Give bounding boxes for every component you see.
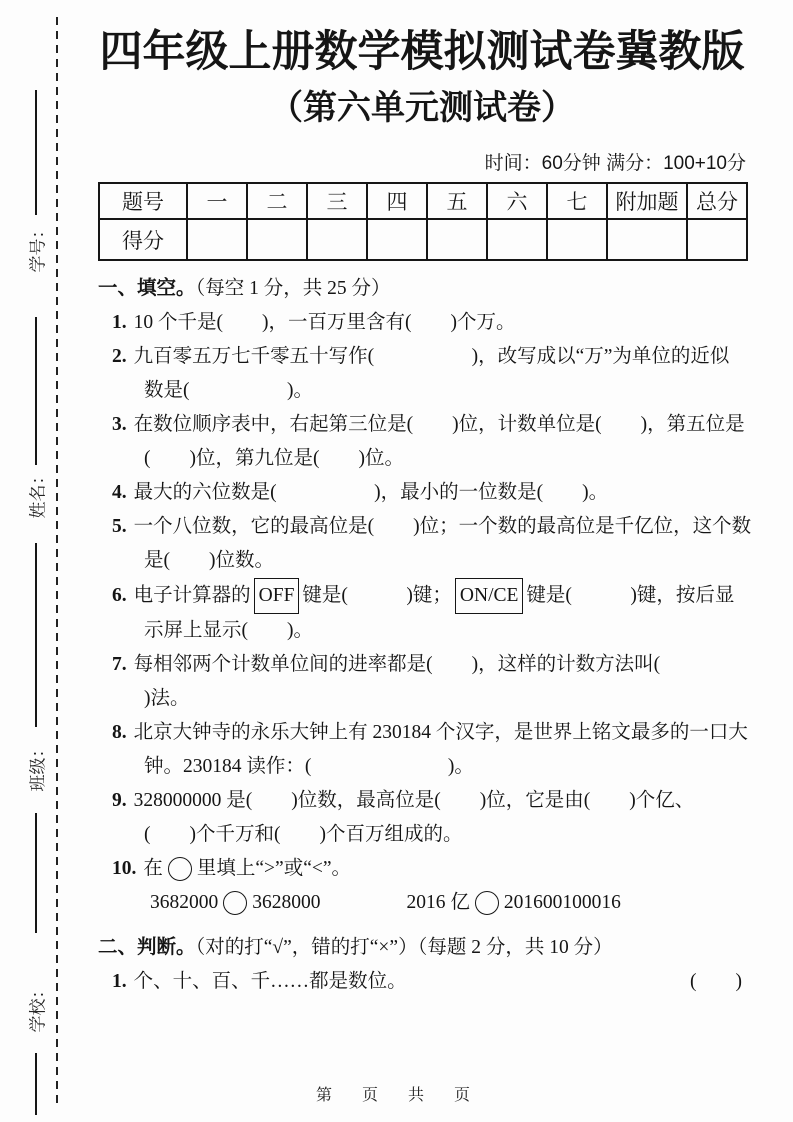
section-heading bbox=[98, 930, 746, 965]
question-line bbox=[98, 886, 746, 920]
paper-subtitle: （第六单元测试卷） bbox=[269, 89, 575, 127]
score-row-label: 得分 bbox=[99, 219, 187, 260]
answer-brackets: ( ) bbox=[690, 971, 742, 992]
page-footer: 第 页 共 页 bbox=[315, 1087, 477, 1104]
question-number: 1. bbox=[112, 971, 127, 992]
question-line bbox=[98, 965, 746, 999]
write-on-blank-line bbox=[35, 543, 37, 727]
question-text: )法。 bbox=[144, 688, 190, 709]
question-line bbox=[98, 476, 746, 510]
question-text: 3628000 bbox=[252, 892, 321, 913]
question-text: 最大的六位数是( )，最小的一位数是( )。 bbox=[133, 482, 609, 503]
score-empty-cell bbox=[487, 219, 547, 260]
question-text: ( )位，第九位是( )位。 bbox=[144, 448, 404, 469]
question-number: 4. bbox=[112, 482, 127, 503]
sidebar-field-label: 姓名： bbox=[28, 467, 48, 519]
question-text: 键是( )键，按后显 bbox=[526, 585, 735, 606]
score-table-header-cell: 总分 bbox=[687, 183, 747, 219]
question-text: 一个八位数，它的最高位是( )位；一个数的最高位是千亿位，这个数 bbox=[133, 516, 752, 537]
comparison-circle bbox=[475, 891, 499, 915]
score-empty-cell bbox=[607, 219, 687, 260]
question-text: 钟。230184 读作：( )。 bbox=[144, 756, 474, 777]
score-empty-cell bbox=[187, 219, 247, 260]
questions-area bbox=[98, 271, 752, 999]
question-line bbox=[98, 408, 746, 442]
calculator-key-box: ON/CE bbox=[455, 578, 524, 614]
score-table-header-cell: 三 bbox=[307, 183, 367, 219]
section-heading bbox=[98, 271, 746, 306]
question-text: 在数位顺序表中，右起第三位是( )位，计数单位是( )，第五位是 bbox=[133, 414, 745, 435]
question-line bbox=[98, 750, 746, 784]
score-table-header-cell: 六 bbox=[487, 183, 547, 219]
question-line bbox=[98, 306, 746, 340]
question-text: 10 个千是( )，一百万里含有( )个万。 bbox=[133, 312, 516, 333]
score-empty-cell bbox=[547, 219, 607, 260]
question-number: 5. bbox=[112, 516, 127, 537]
score-table-header-cell: 七 bbox=[547, 183, 607, 219]
question-number: 8. bbox=[112, 722, 127, 743]
write-on-blank-line bbox=[35, 317, 37, 465]
question-text: 328000000 是( )位数，最高位是( )位，它是由( )个亿、 bbox=[133, 790, 695, 811]
question-line bbox=[98, 442, 746, 476]
calculator-key-box: OFF bbox=[254, 578, 300, 614]
question-number: 10. bbox=[112, 858, 137, 879]
sidebar-field-label: 学号： bbox=[28, 221, 48, 273]
section-note: （对的打“√”，错的打“×”）（每题 2 分，共 10 分） bbox=[195, 937, 613, 958]
comparison-circle bbox=[223, 891, 247, 915]
score-table bbox=[98, 182, 748, 261]
score-table-header-cell: 附加题 bbox=[607, 183, 687, 219]
paper-title: 四年级上册数学模拟测试卷冀教版 bbox=[99, 28, 745, 76]
question-number: 3. bbox=[112, 414, 127, 435]
question-text: 每相邻两个计数单位间的进率都是( )，这样的计数方法叫( bbox=[133, 654, 661, 675]
question-line bbox=[98, 818, 746, 852]
write-on-blank-line bbox=[35, 813, 37, 933]
question-number: 6. bbox=[112, 585, 127, 606]
question-text: 个、十、百、千……都是数位。 bbox=[133, 971, 407, 992]
question-text: 里填上“>”或“<”。 bbox=[196, 858, 352, 879]
comparison-circle bbox=[168, 857, 192, 881]
score-empty-cell bbox=[307, 219, 367, 260]
write-on-blank-line bbox=[35, 90, 37, 215]
question-line bbox=[98, 716, 746, 750]
main-column bbox=[98, 0, 752, 999]
section-title: 二、判断。 bbox=[98, 936, 196, 958]
question-line bbox=[98, 578, 746, 614]
question-text: 2016 亿 bbox=[406, 892, 470, 913]
score-empty-cell bbox=[427, 219, 487, 260]
question-number: 7. bbox=[112, 654, 127, 675]
question-text: 是( )位数。 bbox=[144, 550, 274, 571]
question-line bbox=[98, 852, 746, 886]
section-title: 一、填空。 bbox=[98, 277, 196, 299]
section-note: （每空 1 分，共 25 分） bbox=[195, 278, 391, 299]
score-table-header-cell: 二 bbox=[247, 183, 307, 219]
time-score-info: 时间：60分钟 满分：100+10分 bbox=[484, 153, 746, 174]
question-line bbox=[98, 544, 746, 578]
sidebar-field-label: 学校： bbox=[28, 981, 48, 1033]
question-text: 北京大钟寺的永乐大钟上有 230184 个汉字，是世界上铭文最多的一口大 bbox=[133, 722, 748, 743]
question-number: 9. bbox=[112, 790, 127, 811]
question-number: 1. bbox=[112, 312, 127, 333]
question-line bbox=[98, 510, 752, 544]
question-text: ( )个千万和( )个百万组成的。 bbox=[144, 824, 463, 845]
score-empty-cell bbox=[367, 219, 427, 260]
question-line bbox=[98, 374, 746, 408]
sidebar-field-label: 班级： bbox=[28, 740, 48, 792]
score-table-header-cell: 五 bbox=[427, 183, 487, 219]
question-line bbox=[98, 340, 746, 374]
question-text: 电子计算器的 bbox=[133, 585, 251, 606]
question-line bbox=[98, 648, 746, 682]
score-empty-cell bbox=[687, 219, 747, 260]
question-line bbox=[98, 682, 746, 716]
question-text: 3682000 bbox=[150, 892, 219, 913]
question-text: 201600100016 bbox=[503, 892, 621, 913]
question-number: 2. bbox=[112, 346, 127, 367]
score-table-header-cell: 一 bbox=[187, 183, 247, 219]
question-text: 九百零五万七千零五十写作( )，改写成以“万”为单位的近似 bbox=[133, 346, 730, 367]
score-empty-cell bbox=[247, 219, 307, 260]
fold-dashed-line bbox=[56, 17, 58, 1109]
question-text: 示屏上显示( )。 bbox=[144, 620, 313, 641]
question-text: 数是( )。 bbox=[144, 380, 313, 401]
score-table-header-cell: 题号 bbox=[99, 183, 187, 219]
question-line bbox=[98, 614, 746, 648]
question-line bbox=[98, 784, 746, 818]
score-table-header-cell: 四 bbox=[367, 183, 427, 219]
question-text: 在 bbox=[143, 858, 163, 879]
question-text: 键是( )键； bbox=[302, 585, 452, 606]
